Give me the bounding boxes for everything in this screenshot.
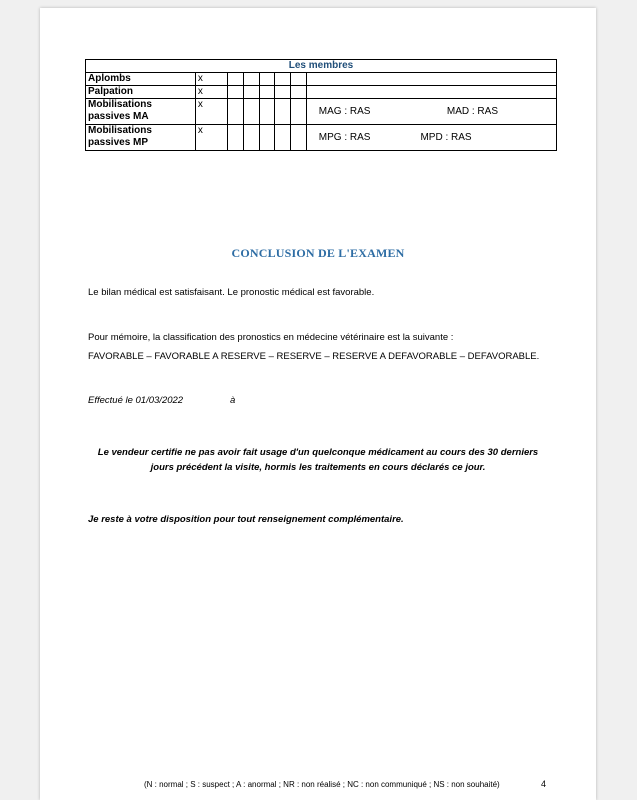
row-label: Mobilisations passives MA [86,99,196,125]
classification-text: FAVORABLE – FAVORABLE A RESERVE – RESERVE – RESERVE A DEFAVORABLE – DEFAVORABLE. [88,351,540,362]
disposition-text: Je reste à votre disposition pour tout renseignement complémentaire. [88,514,404,525]
document-page [40,8,596,800]
comment-right: MPD : RAS [420,132,472,143]
row-comment [306,99,556,125]
row-comment [306,73,556,86]
lieu-text: à [230,395,236,406]
row-mark: x [195,99,227,125]
effectue-text: Effectué le 01/03/2022 [88,395,184,406]
row-label: Mobilisations passives MP [86,125,196,151]
table-row [86,99,557,125]
certification-line: jours précédent la visite, hormis les traitements en cours déclarés ce jour. [150,462,486,473]
row-comment [306,86,556,99]
section-title: CONCLUSION DE L'EXAMEN [231,246,405,260]
table-row [86,86,557,99]
row-mark: x [195,73,227,86]
page-number: 4 [541,779,547,789]
row-comment [306,125,556,151]
table-row [86,73,557,86]
members-table [85,59,557,151]
memo-text: Pour mémoire, la classification des pronostics en médecine vétérinaire est la suivante : [88,332,454,343]
row-mark: x [195,125,227,151]
bilan-text: Le bilan médical est satisfaisant. Le pronostic médical est favorable. [88,287,375,298]
row-label: Palpation [86,86,196,99]
comment-right: MAD : RAS [446,106,498,117]
table-header: Les membres [86,60,557,73]
comment-left: MAG : RAS [318,106,371,117]
comment-left: MPG : RAS [318,132,371,143]
row-label: Aplombs [86,73,196,86]
row-mark: x [195,86,227,99]
table-row [86,125,557,151]
certification-text [80,445,556,475]
footer-legend: (N : normal ; S : suspect ; A : anormal ; NR : non réalisé ; NC : non communiqué ; NS : non souhaité) [144,780,500,789]
certification-line: Le vendeur certifie ne pas avoir fait usage d'un quelconque médicament au cours des 30 derniers [97,447,539,458]
